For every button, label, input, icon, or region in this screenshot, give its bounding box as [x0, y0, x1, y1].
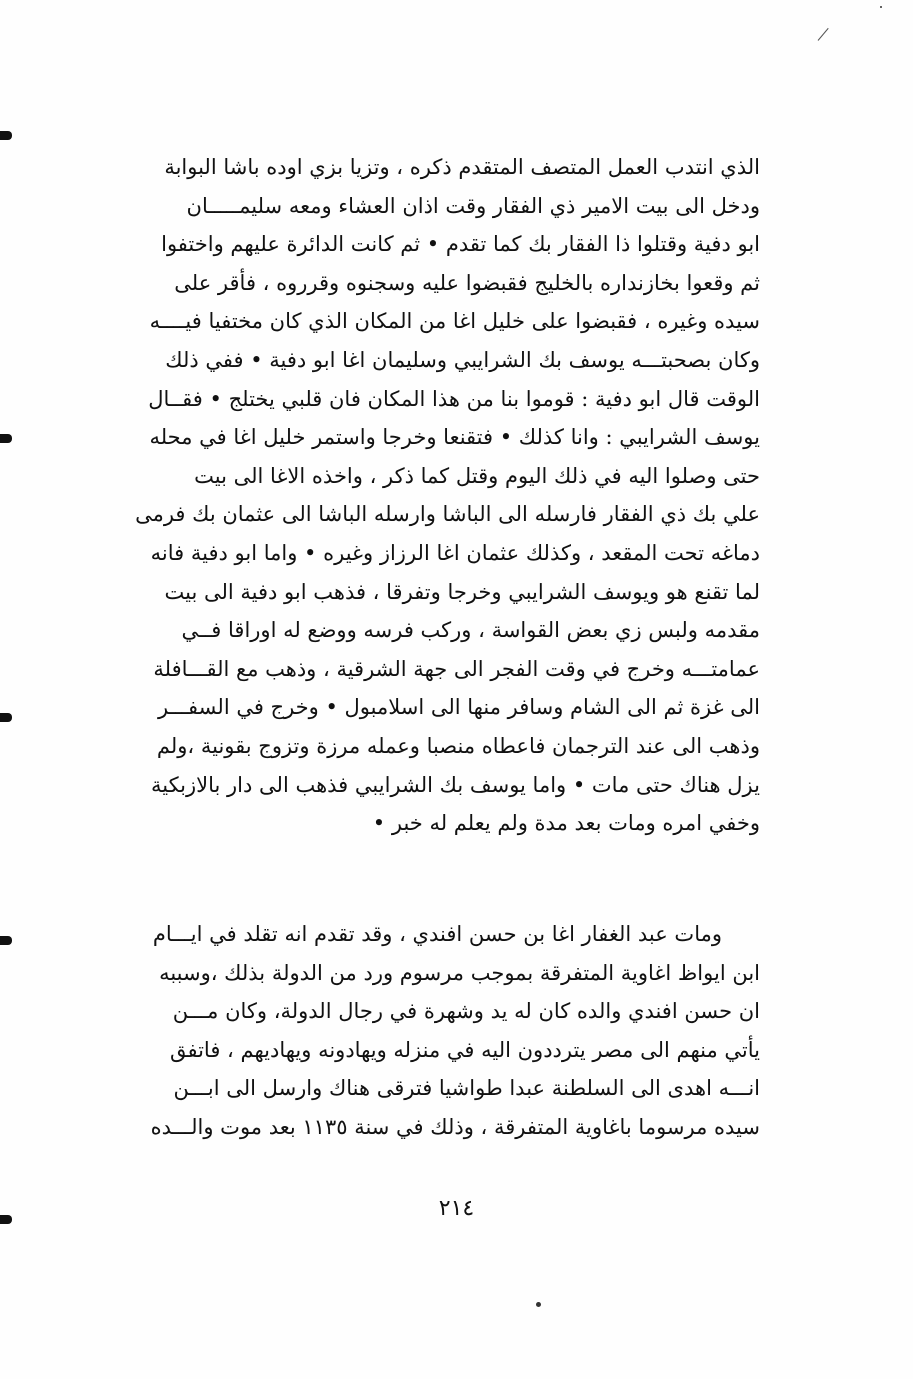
text-line: مقدمه ولبس زي بعض القواسة ، وركب فرسه ووضع له اوراقا فــي [181, 618, 760, 643]
binding-mark [0, 936, 12, 945]
text-line: ابن ايواظ اغاوية المتفرقة بموجب مرسوم ورد من الدولة بذلك ،وسببه [159, 960, 760, 985]
text-line: وخفي امره ومات بعد مدة ولم يعلم له خبر • [372, 811, 760, 836]
scan-speck [880, 6, 882, 8]
text-line: انـــه اهدى الى السلطنة عبدا طواشيا فترقى هناك وارسل الى ابـــن [173, 1076, 760, 1101]
scan-scratch [818, 28, 829, 41]
text-line: لما تقنع هو ويوسف الشرايبي وخرجا وتفرقا ، فذهب ابو دفية الى بيت [164, 579, 760, 604]
text-line: الى غزة ثم الى الشام وسافر منها الى اسلامبول • وخرج في السفـــر [158, 695, 760, 720]
text-line: عمامتـــه وخرج في وقت الفجر الى جهة الشرقية ، وذهب مع القـــافلة [153, 656, 760, 681]
text-line: الوقت قال ابو دفية : قوموا بنا من هذا المكان فان قلبي يختلج • فقــال [148, 386, 760, 411]
text-line: وكان بصحبتـــه يوسف بك الشرايبي وسليمان اغا ابو دفية • ففي ذلك [165, 347, 760, 372]
binding-mark [0, 131, 12, 140]
text-line: ثم وقعوا بخازنداره بالخليج فقبضوا عليه وسجنوه وقرروه ، فأقر على [174, 270, 760, 295]
paragraph-2 [88, 915, 760, 1147]
binding-mark [0, 434, 12, 443]
text-line: سيده وغيره ، فقبضوا على خليل اغا من المكان الذي كان مختفيا فيــــه [149, 309, 760, 334]
text-line: سيده مرسوما باغاوية المتفرقة ، وذلك في سنة ١١٣٥ بعد موت والـــده [150, 1114, 760, 1139]
text-line: ومات عبد الغفار اغا بن حسن افندي ، وقد تقدم انه تقلد في ايـــام [152, 922, 722, 946]
text-line: يزل هناك حتى مات • واما يوسف بك الشرايبي فذهب الى دار بالازبكية [150, 772, 760, 797]
text-line: دماغه تحت المقعد ، وكذلك عثمان اغا الرزاز وغيره • واما ابو دفية فانه [150, 540, 760, 565]
binding-mark [0, 713, 12, 722]
text-line: ان حسن افندي والده كان له يد وشهرة في رجال الدولة، وكان مـــن [172, 999, 760, 1024]
text-line: علي بك ذي الفقار فارسله الى الباشا وارسله الباشا الى عثمان بك فرمى [135, 502, 760, 527]
text-line: حتى وصلوا اليه في ذلك اليوم وقتل كما ذكر ، واخذه الاغا الى بيت [194, 463, 760, 488]
text-line: يأتي منهم الى مصر يترددون اليه في منزله ويهادونه ويهاديهم ، فاتفق [169, 1037, 760, 1062]
scan-speck [536, 1302, 541, 1307]
text-line: يوسف الشرايبي : وانا كذلك • فتقنعا وخرجا واستمر خليل اغا في محله [149, 425, 760, 450]
paragraph-1 [88, 148, 760, 843]
text-line: وذهب الى عند الترجمان فاعطاه منصبا وعمله مرزة وتزوج بقونية ،ولم [156, 733, 760, 758]
text-line: ابو دفية وقتلوا ذا الفقار بك كما تقدم • ثم كانت الدائرة عليهم واختفوا [161, 232, 760, 257]
text-line: ودخل الى بيت الامير ذي الفقار وقت اذان العشاء ومعه سليمـــــان [186, 193, 760, 218]
page-number: ٢١٤ [438, 1196, 475, 1221]
text-line: الذي انتدب العمل المتصف المتقدم ذكره ، وتزيا بزي اوده باشا البوابة [164, 155, 760, 179]
